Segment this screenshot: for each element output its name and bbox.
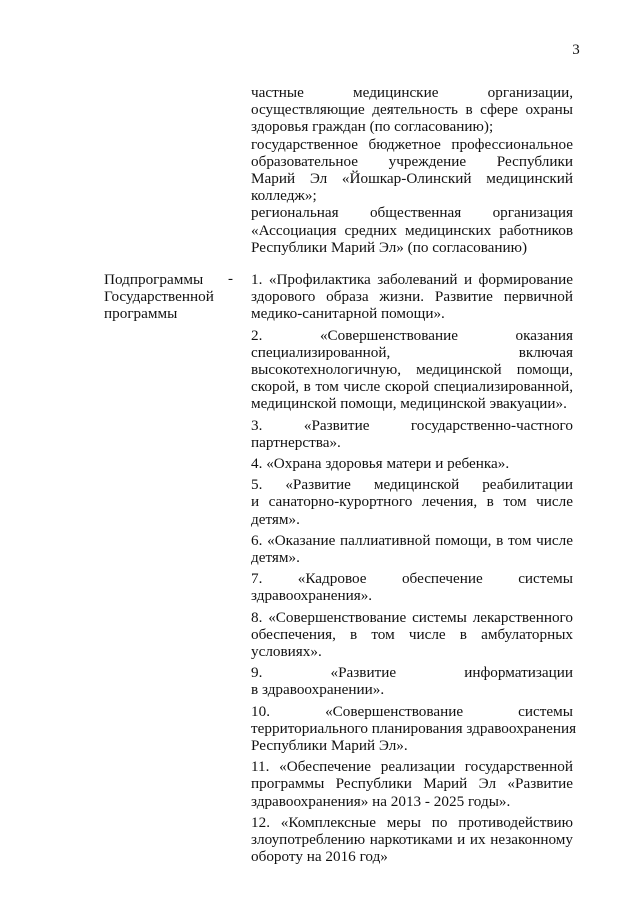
text-line: и санаторно-курортного лечения, в том числе	[251, 493, 573, 511]
text-line: 8. «Совершенствование системы лекарственного	[251, 608, 573, 626]
subprogram-item	[251, 814, 573, 866]
text-line: 5. «Развитие медицинской реабилитации	[251, 476, 573, 494]
subprogram-item	[251, 702, 577, 755]
text-line: программы Республики Марий Эл «Развитие	[251, 775, 573, 793]
text-line: обеспечения, в том числе в амбулаторных	[251, 625, 573, 643]
text-line: медико-санитарной помощи».	[251, 305, 445, 323]
text-line: Марий Эл «Йошкар-Олинский медицинский	[251, 170, 573, 188]
subprogram-item	[251, 570, 573, 604]
label-line: Государственной	[104, 288, 214, 306]
text-line: в здравоохранении».	[251, 681, 385, 699]
text-line: государственное бюджетное профессиональное	[251, 135, 573, 153]
text-line: 6. «Оказание паллиативной помощи, в том числе	[251, 531, 573, 549]
text-line: условиях».	[251, 643, 322, 661]
text-line: 10. «Совершенствование системы	[251, 702, 573, 720]
text-line: частные медицинские организации,	[251, 84, 573, 101]
text-line: «Ассоциация средних медицинских работников	[251, 221, 573, 239]
subprogram-item	[251, 327, 573, 413]
subprograms-label	[104, 271, 224, 323]
subprogram-item	[251, 664, 573, 698]
text-line: партнерства».	[251, 433, 341, 451]
label-dash: -	[228, 271, 233, 287]
label-line: программы	[104, 305, 178, 323]
subprogram-item	[251, 758, 573, 810]
text-line: обороту на 2016 год»	[251, 848, 388, 866]
text-line: региональная общественная организация	[251, 204, 573, 222]
text-line: осуществляющие деятельность в сфере охраны	[251, 101, 573, 119]
text-line: здоровья граждан (по согласованию);	[251, 118, 494, 136]
text-line: 12. «Комплексные меры по противодействию	[251, 813, 573, 831]
text-line: образовательное учреждение Республики	[251, 152, 573, 170]
subprogram-list	[251, 271, 577, 870]
text-line: специализированной, включая	[251, 343, 573, 361]
text-line: Республики Марий Эл».	[251, 737, 408, 755]
subprogram-item	[251, 455, 573, 472]
text-line: Республики Марий Эл» (по согласованию)	[251, 238, 528, 256]
text-line: здорового образа жизни. Развитие первичной	[251, 288, 573, 306]
text-line: злоупотреблению наркотиками и их незаконному	[251, 831, 573, 849]
text-line: здравоохранения» на 2013 - 2025 годы».	[251, 792, 511, 810]
text-line: 2. «Совершенствование оказания	[251, 326, 573, 344]
text-line: 11. «Обеспечение реализации государственной	[251, 758, 573, 776]
text-line: 9. «Развитие информатизации	[251, 664, 573, 682]
subprogram-item	[251, 476, 573, 528]
subprogram-item	[251, 609, 573, 661]
text-line: 1. «Профилактика заболеваний и формирование	[251, 271, 573, 288]
label-line: Подпрограммы	[104, 271, 204, 288]
text-line: скорой, в том числе скорой специализированной,	[251, 378, 573, 396]
text-line: колледж»;	[251, 187, 317, 205]
text-line: медицинской помощи, медицинской эвакуации».	[251, 395, 567, 413]
subprogram-item	[251, 417, 573, 451]
page-number: 3	[572, 42, 580, 58]
subprogram-item	[251, 532, 573, 566]
text-line: 4. «Охрана здоровья матери и ребенка».	[251, 455, 510, 473]
text-line: детям».	[251, 510, 300, 528]
text-line: детям».	[251, 549, 300, 567]
text-line: здравоохранения».	[251, 587, 373, 605]
text-line: высокотехнологичную, медицинской помощи,	[251, 361, 573, 379]
text-line: территориального планирования здравоохранения	[251, 719, 577, 737]
text-line: 3. «Развитие государственно-частного	[251, 416, 573, 434]
subprogram-item	[251, 271, 573, 323]
participants-continued	[251, 84, 573, 256]
text-line: 7. «Кадровое обеспечение системы	[251, 570, 573, 588]
